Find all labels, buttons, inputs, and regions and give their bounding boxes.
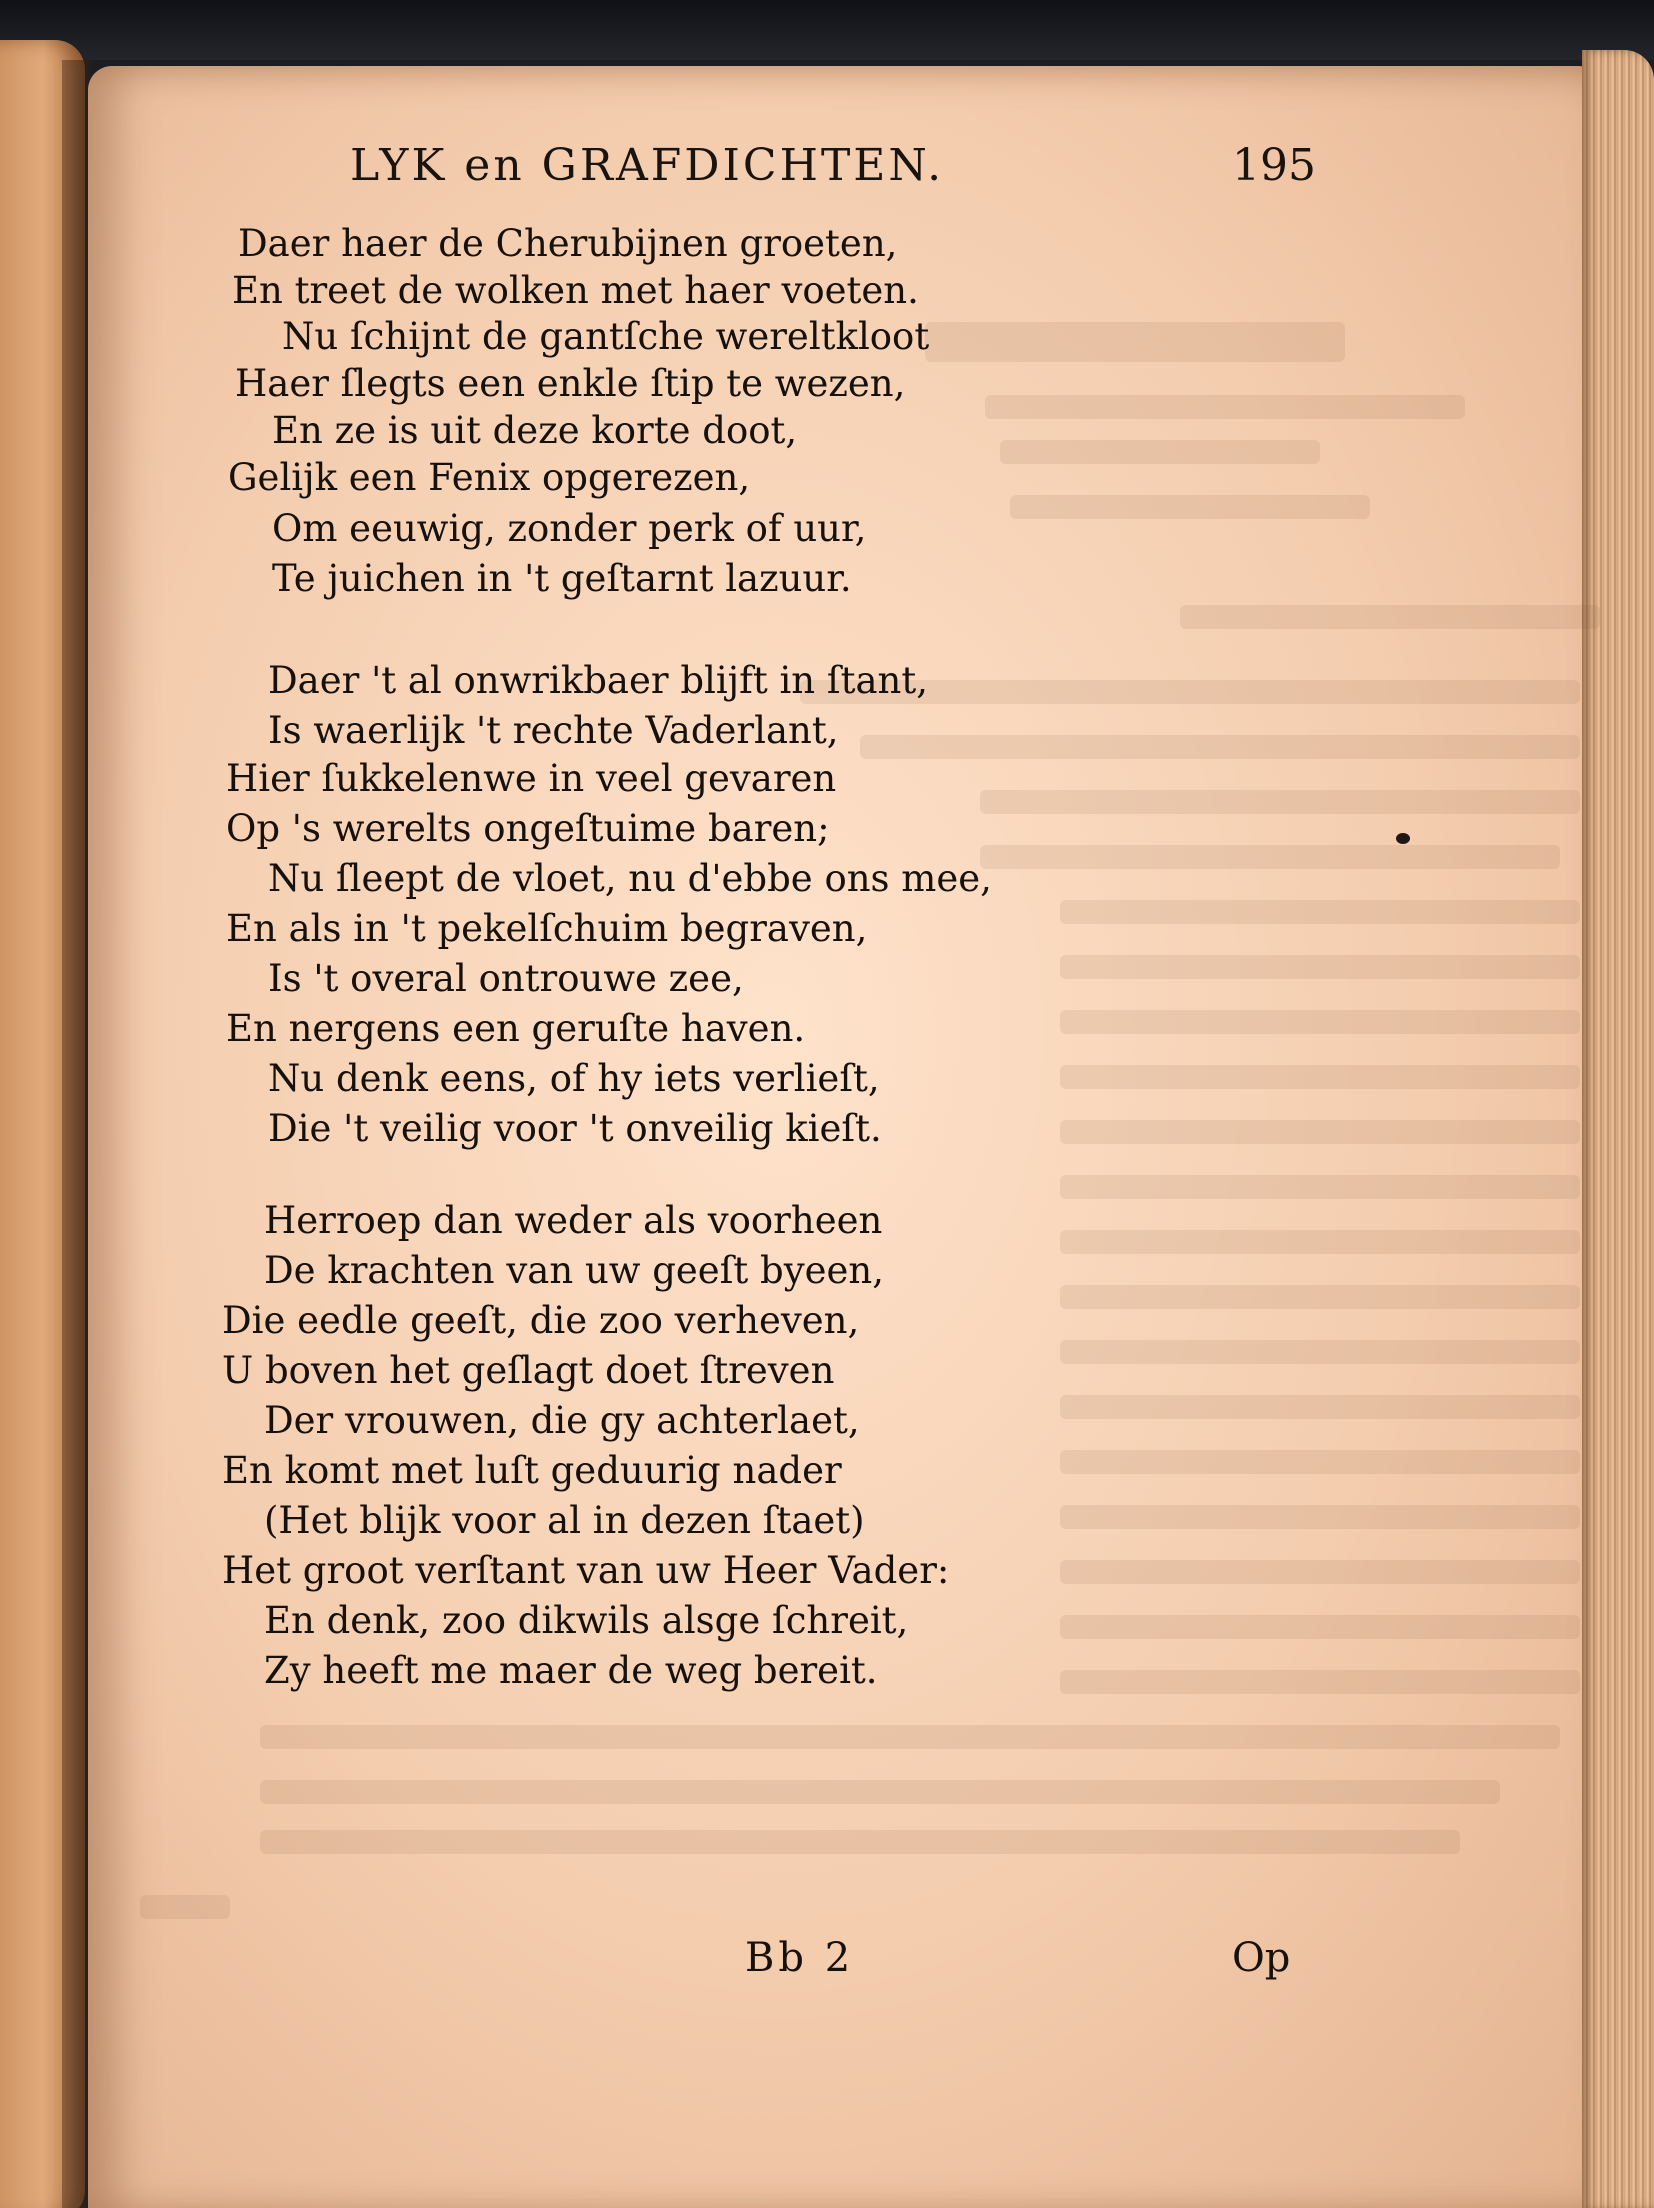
poem-line: Nu ſchijnt de gantſche wereltkloot [282,315,930,358]
poem-line: Op 's werelts ongeſtuime baren; [226,807,830,850]
poem-line: En als in 't pekelſchuim begraven, [226,907,868,950]
poem-line: Herroep dan weder als voorheen [264,1199,883,1242]
poem-line: (Het blijk voor al in dezen ſtaet) [264,1499,865,1542]
poem-line: Is 't overal ontrouwe zee, [268,957,744,1000]
catchword: Op [1232,1935,1291,1981]
poem-line: Te juichen in 't geſtarnt lazuur. [272,557,852,600]
poem-line: Hier ſukkelenwe in veel gevaren [226,757,837,800]
poem-line: Gelijk een Fenix opgerezen, [228,456,751,499]
signature-mark: Bb 2 [745,1935,855,1981]
poem-line: Haer ſlegts een enkle ſtip te wezen, [235,362,906,405]
poem-line: Nu denk eens, of hy iets verlieſt, [268,1057,880,1100]
poem-line: De krachten van uw geeſt byeen, [264,1249,884,1292]
ink-spot [1396,833,1410,844]
poem-line: En komt met luſt geduurig nader [222,1449,842,1492]
poem-line: En nergens een geruſte haven. [226,1007,806,1050]
poem-line: Nu ſleept de vloet, nu d'ebbe ons mee, [268,857,992,900]
poem-line: Is waerlijk 't rechte Vaderlant, [268,709,839,752]
poem-line: En ze is uit deze korte doot, [272,409,798,452]
poem-line: Die eedle geeſt, die zoo verheven, [222,1299,860,1342]
poem-line: Die 't veilig voor 't onveilig kieſt. [268,1107,882,1150]
running-head: LYK en GRAFDICHTEN. [350,140,945,191]
poem-line: En denk, zoo dikwils alsge ſchreit, [264,1599,909,1642]
poem-line: U boven het geſlagt doet ſtreven [222,1349,835,1392]
poem-line: Daer haer de Cherubijnen groeten, [238,222,898,265]
poem-line: Zy heeft me maer de weg bereit. [264,1649,878,1692]
poem-line: En treet de wolken met haer voeten. [232,269,919,312]
poem-line: Daer 't al onwrikbaer blijft in ſtant, [268,659,928,702]
poem-line: Om eeuwig, zonder perk of uur, [272,507,867,550]
page-number: 195 [1232,140,1316,191]
poem-line: Der vrouwen, die gy achterlaet, [264,1399,860,1442]
poem-line: Het groot verſtant van uw Heer Vader: [222,1549,950,1592]
